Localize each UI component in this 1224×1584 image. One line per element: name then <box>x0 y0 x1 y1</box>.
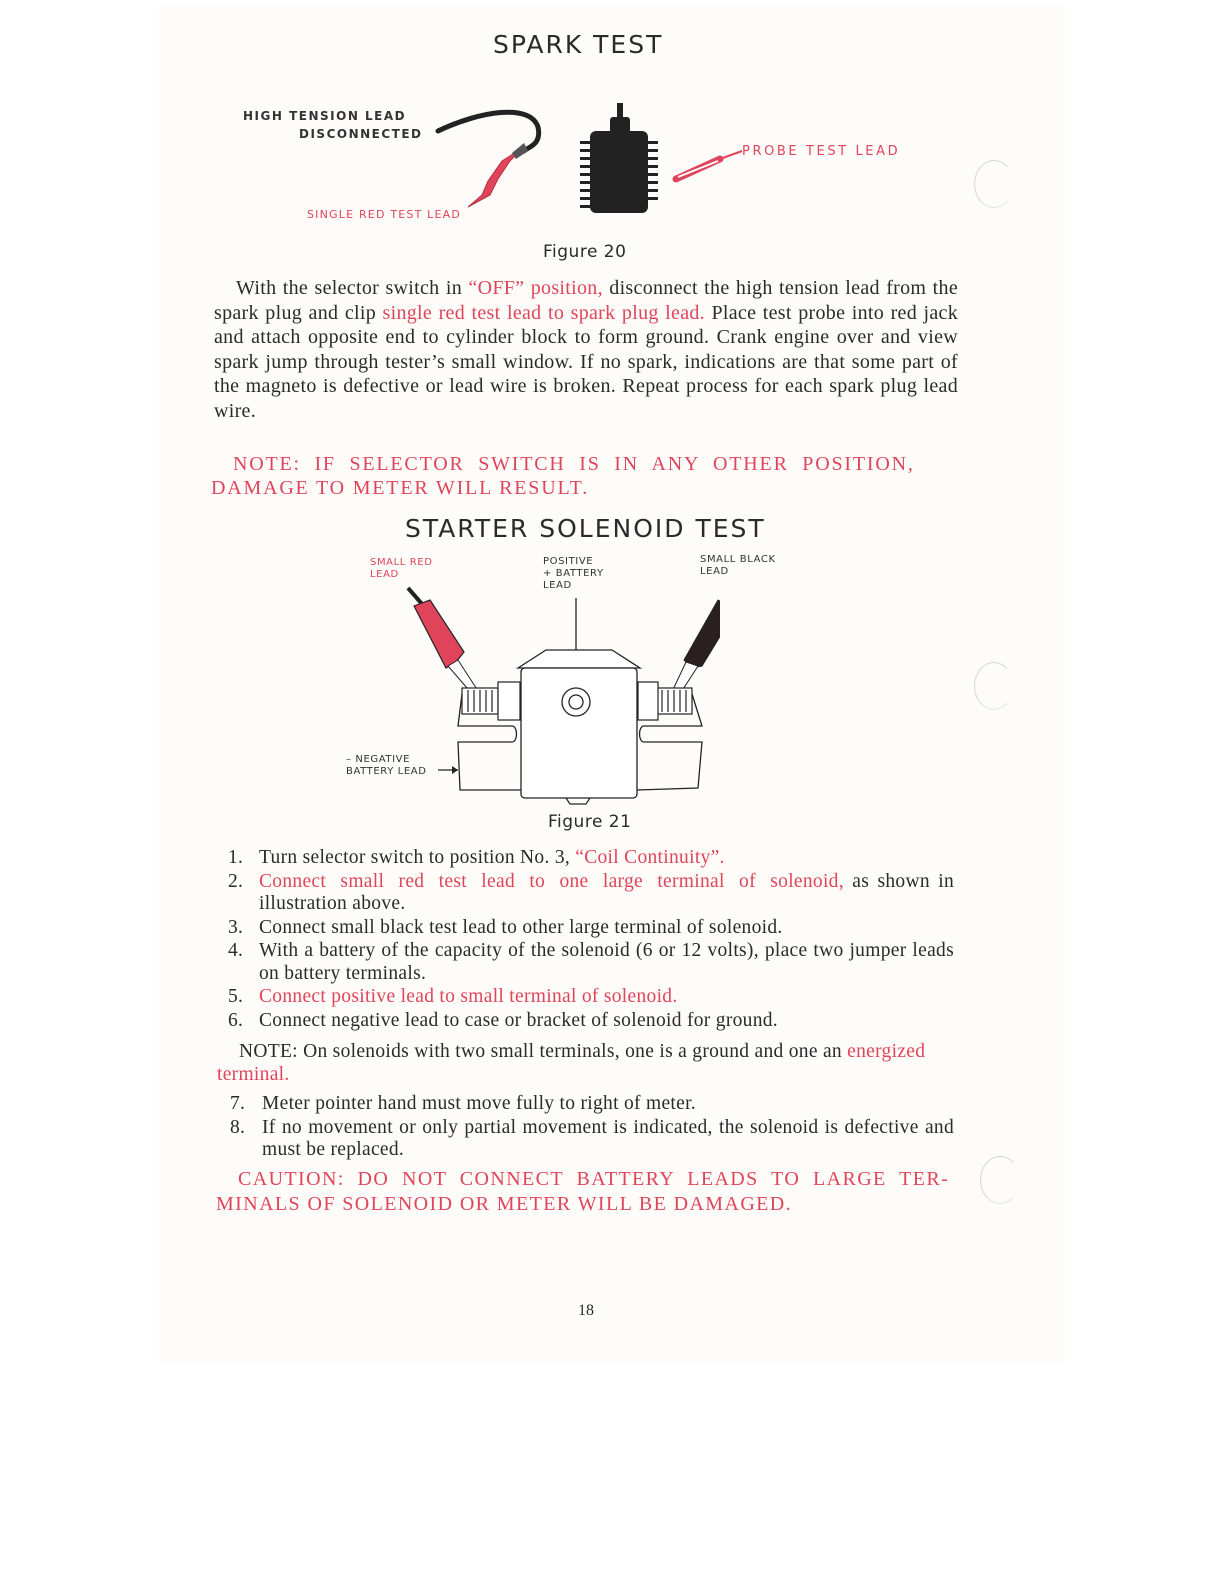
step-text: If no movement or only partial movement is indicated, the solenoid is defective and must be replaced. <box>262 1116 954 1160</box>
para-text-2: disconnect the high tension lead from the spark plug and clip <box>214 277 958 324</box>
clip-jaw <box>512 143 528 159</box>
small-black-probe <box>670 576 720 700</box>
figure-20-caption: Figure 20 <box>543 242 627 262</box>
positive-lead-label-1: POSITIVE <box>543 556 594 567</box>
spark-note-line2: DAMAGE TO METER WILL RESULT. <box>211 477 589 499</box>
solenoid-test-title: STARTER SOLENOID TEST <box>405 514 766 543</box>
step-number: 6. <box>228 1009 244 1031</box>
high-tension-label-line1: HIGH TENSION LEAD <box>243 109 407 123</box>
positive-lead-label-2: + BATTERY <box>543 568 604 579</box>
step-red-text: Connect positive lead to small terminal of solenoid. <box>259 986 678 1007</box>
negative-lead-label-2: BATTERY LEAD <box>346 766 427 777</box>
caution-line1: CAUTION: DO NOT CONNECT BATTERY LEADS TO LARGE TER- <box>238 1168 950 1190</box>
para-red-single-lead: single red test lead to spark plug lead. <box>382 301 705 324</box>
figure-20-illustration <box>420 95 760 225</box>
page-number: 18 <box>578 1302 594 1319</box>
right-large-terminal <box>638 682 692 720</box>
step-item <box>228 1010 954 1033</box>
solenoid-note <box>217 1040 955 1086</box>
step-number: 7. <box>230 1093 246 1114</box>
para-red-off-position: “OFF” position, <box>468 277 603 299</box>
single-red-lead-label: SINGLE RED TEST LEAD <box>307 208 462 221</box>
small-red-lead-label-2: LEAD <box>370 569 399 580</box>
left-large-terminal <box>462 682 520 720</box>
small-black-lead-label-1: SMALL BLACK <box>700 554 776 565</box>
step-number: 8. <box>230 1116 246 1138</box>
binder-hole <box>974 160 1014 208</box>
high-tension-label-line2: DISCONNECTED <box>299 127 423 141</box>
spark-test-paragraph <box>214 276 958 423</box>
distributor-cap <box>590 131 648 213</box>
step-text: Connect small black test lead to other large terminal of solenoid. <box>259 916 783 938</box>
step-number: 2. <box>228 870 244 892</box>
caution-line2: MINALS OF SOLENOID OR METER WILL BE DAMAGED. <box>216 1193 793 1215</box>
note-red-text: energized terminal. <box>217 1041 926 1085</box>
step-number: 4. <box>228 940 244 961</box>
step-number: 3. <box>228 916 244 938</box>
step-item <box>228 847 954 870</box>
solenoid-cap <box>518 650 640 668</box>
probe-test-lead-label: PROBE TEST LEAD <box>742 144 901 159</box>
step-red-text: “Coil Continuity”. <box>575 847 725 868</box>
spark-test-title: SPARK TEST <box>493 30 664 59</box>
spark-note-line1: NOTE: IF SELECTOR SWITCH IS IN ANY OTHER POSITION, <box>233 453 915 475</box>
probe-lead-line <box>720 151 742 159</box>
step-item <box>230 1093 954 1116</box>
small-red-probe <box>408 588 480 696</box>
step-text: as shown in illustration above. <box>259 870 954 914</box>
step-item <box>228 917 954 940</box>
solenoid-steps-list-b <box>230 1093 954 1162</box>
step-item <box>228 871 954 916</box>
negative-lead-label-1: – NEGATIVE <box>346 754 411 765</box>
solenoid-body <box>521 668 637 798</box>
step-red-text: Connect small red test lead to one large terminal of solenoid, <box>259 870 844 892</box>
step-number: 5. <box>228 986 244 1007</box>
figure-21-illustration <box>400 576 720 808</box>
small-black-lead-label-2: LEAD <box>700 566 729 577</box>
binder-hole <box>980 1156 1020 1204</box>
small-red-lead-label-1: SMALL RED <box>370 557 433 568</box>
step-text: With a battery of the capacity of the solenoid (6 or 12 volts), place two jumper leads on battery terminals. <box>259 940 954 984</box>
step-item <box>230 1117 954 1162</box>
positive-lead-label-3: LEAD <box>543 580 572 591</box>
step-item <box>228 986 954 1009</box>
step-number: 1. <box>228 847 244 868</box>
step-text: Connect negative lead to case or bracket of solenoid for ground. <box>259 1009 778 1031</box>
solenoid-steps-list <box>228 847 954 1032</box>
binder-hole <box>974 662 1014 710</box>
step-text: Meter pointer hand must move fully to right of meter. <box>262 1093 696 1114</box>
para-text-3: Place test probe into red jack and attach opposite end to cylinder block to form ground. Crank engine over and view spark jump through tester’s small window. If no spark, indications are that some part of the magneto is defective or lead wire is broken. Repeat process for each spark plug lead wire. <box>214 301 959 422</box>
figure-21-caption: Figure 21 <box>548 812 632 832</box>
note-text: NOTE: On solenoids with two small terminals, one is a ground and one an <box>239 1041 848 1062</box>
step-text: Turn selector switch to position No. 3, <box>259 847 576 868</box>
para-text-1: With the selector switch in <box>236 277 469 299</box>
step-item <box>228 940 954 985</box>
